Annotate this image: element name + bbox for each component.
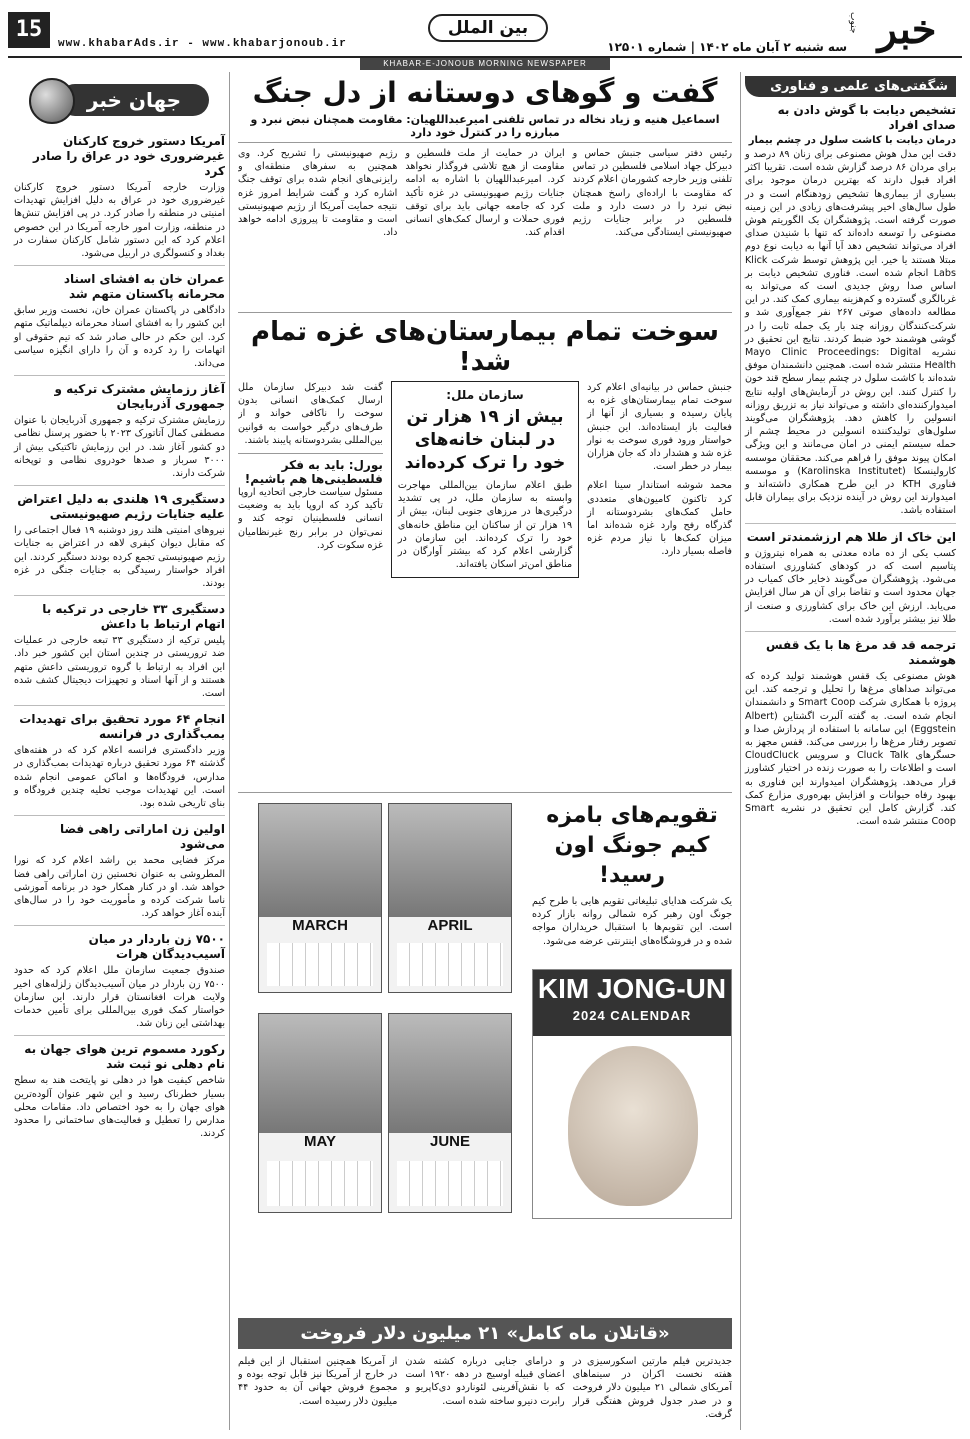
news-item (14, 822, 225, 920)
divider (14, 1035, 225, 1036)
news-body: مرکز فضایی محمد بن راشد اعلام کرد که نورا المطروشی به عنوان نخستین زن اماراتی راهی فضا خواهد شد. او در کنار همکار خود در برنامه آموزشی ناسا شرکت کرده و مأموریت خود را در سال‌های آینده آغاز خواهد کرد. (14, 855, 225, 920)
month-label: JUNE (429, 1132, 470, 1150)
divider (14, 595, 225, 596)
news-item (14, 602, 225, 700)
globe-icon (29, 78, 75, 124)
divider (14, 485, 225, 486)
news-body: وزیر دادگستری فرانسه اعلام کرد که در هفته‌های گذشته ۶۴ مورد تحقیق درباره تهدیدات بمب‌گذاری در مدارس، فرودگاه‌ها و اماکن عمومی انجام شده است. این تهدیدات موجب تخلیه چندین فرودگاه و بنای تاریخی شده بود. (14, 745, 225, 810)
news-title: رکورد مسموم ترین هوای جهان به نام دهلی نو ثبت شد (24, 1042, 225, 1072)
lead-column: رئیس دفتر سیاسی جنبش حماس و دبیرکل جهاد اسلامی فلسطین در تماس تلفنی وزیر خارجه کشورمان اعلام کردند که مقاومت با اراده‌ای راسخ همچنان نبض نبرد را در دست دارد و ملت فلسطین در برابر جنایات رژیم صهیونیستی ایستادگی می‌کند. (572, 148, 732, 239)
left-column (8, 72, 230, 1430)
calendar-page (388, 803, 512, 993)
article-body: کسب یکی از ده ماده معدنی به همراه نیتروژن و پتاسیم است که در کودهای کشاورزی استفاده می‌شود. پژوهشگران می‌گویند ذخایر خاک کمیاب در جهان محدود است و تقاضا برای آن هر سال افزایش می‌یابد. ارزش این خاک برای کشاورزی و صنعت از طلا نیز بیشتر برآورد شده است. (745, 547, 956, 625)
news-body: شاخص کیفیت هوا در دهلی نو پایتخت هند به سطح بسیار خطرناک رسید و این شهر عنوان آلوده‌ترین هوای جهان را به خود اختصاص داد. مقامات محلی مدارس را تعطیل و فعالیت‌های ساختمانی را محدود کردند. (14, 1075, 225, 1140)
article-title: تشخیص دیابت با گوش دادن به صدای افراد (777, 103, 956, 132)
calendar-photo (259, 804, 381, 917)
section-title: بین الملل (428, 14, 548, 42)
lead-headline: گفت و گوهای دوستانه از دل جنگ (252, 76, 718, 109)
article (745, 103, 956, 518)
news-title: عمران خان به افشای اسناد محرمانه پاکستان متهم شد (63, 272, 225, 302)
calendar-page (258, 1013, 382, 1213)
news-item (14, 134, 225, 260)
poster-year: 2024 CALENDAR (572, 1008, 692, 1023)
movie-column: جدیدترین فیلم مارتین اسکورسیزی در هفته نخست اکران در سینماهای آمریکای شمالی ۲۱ میلیون دلار فروخت و در صدر جدول فروش هفتگی قرار گرفت. (572, 1356, 732, 1420)
article-title: این خاک از طلا هم ارزشمندتر است (746, 529, 956, 544)
world-news-label: جهان خبر (59, 84, 209, 116)
borrell-note (238, 453, 383, 552)
article (745, 530, 956, 626)
lead-column: رژیم صهیونیستی را تشریح کرد. وی همچنین به سفرهای منطقه‌ای و رایزنی‌های انجام شده برای توقف جنگ اشاره کرد و گفت شرایط امروز غزه نتیجه حمایت آمریکا از رژیم صهیونیستی است و مقاومت تا پیروزی ادامه خواهد داد. (238, 148, 398, 239)
article-body: هوش مصنوعی یک قفس هوشمند تولید کرده که می‌تواند صداهای مرغ‌ها را تحلیل و ترجمه کند. این پروژه با همکاری شرکت Smart Coop و دانشمندان انجام شده است. به گفته آلبرت اگشتاین (Albert Eggstein) این سامانه با استفاده از پردازش صدا و تصویر رفتار مرغ‌ها را بررسی می‌کند. قفس مجهز به حسگرهای Cluck Talk و سرویس CloudCluck است و اطلاعات را به صورت زنده در اختیار کشاورز قرار می‌دهد. پژوهشگران امیدوارند این فناوری به بهبود رفاه حیوانات و افزایش بهره‌وری مزارع کمک کند. گزارش کامل این تحقیق در نشریه Smart Coop منتشر شده است. (745, 670, 956, 828)
divider (14, 375, 225, 376)
news-title: اولین زن اماراتی راهی فضا می‌شود (59, 822, 225, 852)
english-strip: KHABAR-E-JONOUB MORNING NEWSPAPER (360, 58, 610, 70)
world-news-badge (14, 72, 225, 128)
news-body: پلیس ترکیه از دستگیری ۳۳ تبعه خارجی در عملیات ضد تروریستی در چندین استان این کشور خبر داد. این افراد به ارتباط با گروه تروریستی داعش متهم هستند و از آنها اسناد و تجهیزات دیجیتال کشف شده است. (14, 635, 225, 700)
article-title: ترجمه قد قد مرغ ها با یک قفس هوشمند (766, 637, 956, 667)
calendar-poster (532, 969, 732, 1219)
hospitals-headline: سوخت تمام بیمارستان‌های غزه تمام شد! (251, 317, 719, 377)
box-body: طبق اعلام سازمان بین‌المللی مهاجرت وابسته به سازمان ملل، در پی تشدید درگیری‌ها در مرزهای جنوبی لبنان، بیش از ۱۹ هزار تن از ساکنان این مناطق خانه‌های خود را ترک کرده‌اند. این سازمان در گزارشی اعلام کرد که بیشتر آوارگان در مناطق امن‌تر اسکان یافته‌اند. (397, 480, 573, 571)
lead-deck: اسماعیل هنیه و زیاد نخاله در تماس تلفنی امیرعبداللهیان: مقاومت همچنان نبض نبرد و مبارزه را در کنترل خود دارد (238, 113, 732, 143)
calendar-photo (259, 1014, 381, 1133)
lead-article (238, 72, 732, 312)
center-section (238, 72, 732, 1430)
movie-column: از آمریکا همچنین استقبال از این فیلم در خارج از آمریکا نیز قابل توجه بوده و مجموع فروش جهانی آن به حدود ۴۴ میلیون دلار رسیده است. (238, 1356, 398, 1407)
dateline: سه شنبه ۲ آبان ماه ۱۴۰۲ | شماره ۱۲۵۰۱ (607, 40, 847, 54)
calendar-grid (397, 943, 503, 986)
month-label: APRIL (427, 916, 473, 934)
calendar-headline: تقویم‌های بامزه کیم جونگ اون رسید! (546, 803, 718, 888)
news-title: دستگیری ۳۳ خارجی در ترکیه با اتهام ارتباط با داعش (42, 602, 225, 632)
calendar-grid (397, 1161, 503, 1206)
calendar-photo (389, 804, 511, 917)
calendar-article (238, 792, 732, 1312)
movie-article (238, 1312, 732, 1430)
news-body: دادگاهی در پاکستان عمران خان، نخست وزیر سابق این کشور را به افشای اسناد محرمانه دیپلماتیک متهم کرد. این حکم در حالی صادر شد که تیم حقوقی او اتهامات را رد کرده و آن را دارای انگیزه سیاسی می‌داند. (14, 305, 225, 370)
article-subtitle: درمان دیابت با کاشت سلول در چشم بیمار (748, 135, 956, 146)
newspaper-logo: خبر (877, 6, 937, 53)
note-body: مسئول سیاست خارجی اتحادیه اروپا تأکید کرد که اروپا باید به وضعیت انسانی فلسطینیان توجه کند و نمی‌توان در برابر رنج غیرنظامیان غزه سکوت کرد. (238, 487, 383, 551)
calendar-photo (389, 1014, 511, 1133)
note-title: بورل: باید به فکر فلسطینی‌ها هم باشیم! (244, 458, 383, 487)
lead-column: ایران در حمایت از ملت فلسطین و مقاومت از هیچ تلاشی فروگذار نخواهد کرد. امیرعبداللهیان با اشاره به ادامه جنایات رژیم صهیونیستی در غزه تأکید کرد که جامعه جهانی باید برای توقف فوری حملات و ارسال کمک‌های انسانی اقدام کند. (405, 148, 565, 239)
news-body: نیروهای امنیتی هلند روز دوشنبه ۱۹ فعال اجتماعی را که مقابل دیوان کیفری لاهه در اعتراض به جنایات رژیم صهیونیستی تجمع کرده بودند دستگیر کردند. این افراد خواستار رسیدگی به جنایات جنگی در غزه بودند. (14, 525, 225, 590)
article (745, 638, 956, 828)
calendar-body: یک شرکت هدایای تبلیغاتی تقویم هایی با طرح کیم جونگ اون رهبر کره شمالی روانه بازار کرده است. این تقویم‌ها با استقبال خریداران مواجه شده و در فروشگاه‌های اینترنتی عرضه می‌شود. (532, 896, 732, 947)
divider (745, 631, 956, 632)
science-badge: شگفتی‌های علمی و فناوری (745, 76, 956, 97)
news-title: انجام ۶۴ مورد تحقیق برای تهدیدات بمب‌گذاری در فرانسه (19, 712, 225, 742)
divider (14, 265, 225, 266)
portrait-photo (568, 1046, 698, 1206)
logo-subtitle: جنوب (848, 12, 858, 34)
divider (14, 705, 225, 706)
article-body: دقت این مدل هوش مصنوعی برای زنان ۸۹ درصد و برای مردان ۸۶ درصد گزارش شده است. تقریبا اکثر افراد قبول دارند که بهترین درمان موجود برای بسیاری از بیماری‌ها تشخیص زودهنگام است و در طول سال‌های اخیر پیشرفت‌های زیادی در این زمینه صورت گرفته است. پژوهشگران یک الگوریتم هوش مصنوعی را توسعه داده‌اند که تنها با شنیدن صدای افراد می‌تواند تشخیص دهد آیا آنها به دیابت نوع دوم مبتلا هستند یا خیر. این پژوهش توسط شرکت Klick Labs انجام شده است. فناوری تشخیص دیابت بر اساس صدا روش جدیدی است که می‌تواند به غربالگری گسترده و کم‌هزینه بیماری کمک کند. در این مطالعه داده‌های صوتی ۲۶۷ نفر جمع‌آوری شد و شرکت‌کنندگان روزانه چند بار یک جمله ثابت را در گوشی هوشمند خود ضبط کردند. نتایج این تحقیق در نشریه Mayo Clinic Proceedings: Digital Health منتشر شده است. همچنین دانشمندان موفق شده‌اند با کاشت سلول در چشم بیمار سطح قند خون را کنترل کنند. این روش در آزمایش‌های اولیه نتایج امیدوارکننده‌ای داشته و می‌تواند نیاز به تزریق روزانه انسولین را کاهش دهد. پژوهشگران می‌گویند سلول‌های تولیدکننده انسولین در محیط چشم از حمله سیستم ایمنی در امان می‌مانند و این ویژگی امکان پیوند موفق را فراهم می‌کند. محققان موسسه کارولینسکا (Karolinska Institutet) و موسسه فناوری KTH در این طرح همکاری داشته‌اند و امیدوارند این روش در آینده نزدیک برای بیماران قابل استفاده باشد. (745, 149, 957, 517)
divider (14, 925, 225, 926)
news-body: رزمایش مشترک ترکیه و جمهوری آذربایجان با عنوان مصطفی کمال آتاتورک ۲۰۲۳ با حضور پرسنل نظامی دو کشور آغاز شد. در این رزمایش تاکتیکی بیش از ۳۰۰۰ سرباز و صدها خودروی نظامی و توپخانه شرکت دارند. (14, 415, 225, 480)
news-title: آغاز رزمایش مشترک ترکیه و جمهوری آذربایجان (54, 382, 225, 412)
calendar-grid (267, 943, 373, 986)
masthead (8, 8, 962, 58)
calendar-page (258, 803, 382, 993)
hospitals-article (238, 312, 732, 792)
calendar-page (388, 1013, 512, 1213)
news-item (14, 932, 225, 1030)
poster-header (533, 970, 731, 1036)
box-kicker: سازمان ملل: (446, 388, 524, 402)
news-body: وزارت خارجه آمریکا دستور خروج کارکنان غیرضروری خود در عراق به دلیل افزایش تهدیدات امنیتی در منطقه را صادر کرد. در پی افزایش تنش‌ها در منطقه، وزارت امور خارجه آمریکا در این خصوص اعلام کرد که این دستور شامل کارکنان سفارت در بغداد و کنسولگری در اربیل می‌شود. (14, 182, 225, 260)
news-title: دستگیری ۱۹ هلندی به دلیل اعتراض علیه جنایات رژیم صهیونیستی (17, 492, 225, 522)
divider (14, 815, 225, 816)
month-label: MAY (304, 1132, 336, 1150)
news-item (14, 382, 225, 480)
box-title: بیش از ۱۹ هزار تن در لبنان خانه‌های خود را ترک کرده‌اند (404, 407, 566, 473)
news-item (14, 492, 225, 590)
poster-name: KIM JONG-UN (537, 973, 727, 1004)
movie-column: و درامای جنایی درباره کشته شدن اعضای قبیله اوسیج در دهه ۱۹۲۰ است که با نقش‌آفرینی لئوناردو دی‌کاپریو و رابرت دنیرو ساخته شده است. (405, 1356, 565, 1407)
page-number: 15 (8, 12, 50, 48)
movie-headline: «قاتلان ماه کامل» ۲۱ میلیون دلار فروخت (238, 1318, 732, 1349)
news-item (14, 712, 225, 810)
news-item (14, 1042, 225, 1140)
right-column (740, 72, 962, 1430)
news-title: آمریکا دستور خروج کارکنان غیرضروری خود در عراق را صادر کرد (33, 134, 225, 178)
hospitals-column: جنبش حماس در بیانیه‌ای اعلام کرد سوخت تمام بیمارستان‌های غزه به پایان رسیده و بسیاری از آنها از فعالیت باز ایستاده‌اند. این جنبش خواستار ورود فوری سوخت به نوار غزه شد و هشدار داد که جان هزاران بیمار در خطر است. (587, 382, 732, 473)
hospitals-column: گفت شد دبیرکل سازمان ملل ارسال کمک‌های انسانی بدون سوخت را ناکافی خواند و از طرف‌های درگیر خواست به قوانین بین‌المللی بشردوستانه پایبند باشند. (238, 382, 383, 446)
news-body: صندوق جمعیت سازمان ملل اعلام کرد که حدود ۷۵۰۰ زن باردار در میان آسیب‌دیدگان زلزله‌های اخیر ولایت هرات افغانستان قرار دارند. این سازمان خواستار کمک فوری بین‌المللی برای تأمین خدمات بهداشتی این زنان شد. (14, 965, 225, 1030)
hospitals-column: محمد شوشه استاندار سینا اعلام کرد تاکنون کامیون‌های متعددی حامل کمک‌های بشردوستانه از گذرگاه رفح وارد غزه شده‌اند اما میزان کمک‌ها با نیاز مردم غزه فاصله بسیار دارد. (587, 480, 732, 558)
divider (745, 523, 956, 524)
calendar-grid (267, 1161, 373, 1206)
lebanon-box (391, 381, 579, 578)
news-title: ۷۵۰۰ زن باردار در میان آسیب‌دیدگان هرات (88, 932, 225, 962)
news-item (14, 272, 225, 370)
month-label: MARCH (292, 916, 348, 934)
website-urls[interactable]: www.khabarAds.ir - www.khabarjonoub.ir (58, 38, 347, 50)
